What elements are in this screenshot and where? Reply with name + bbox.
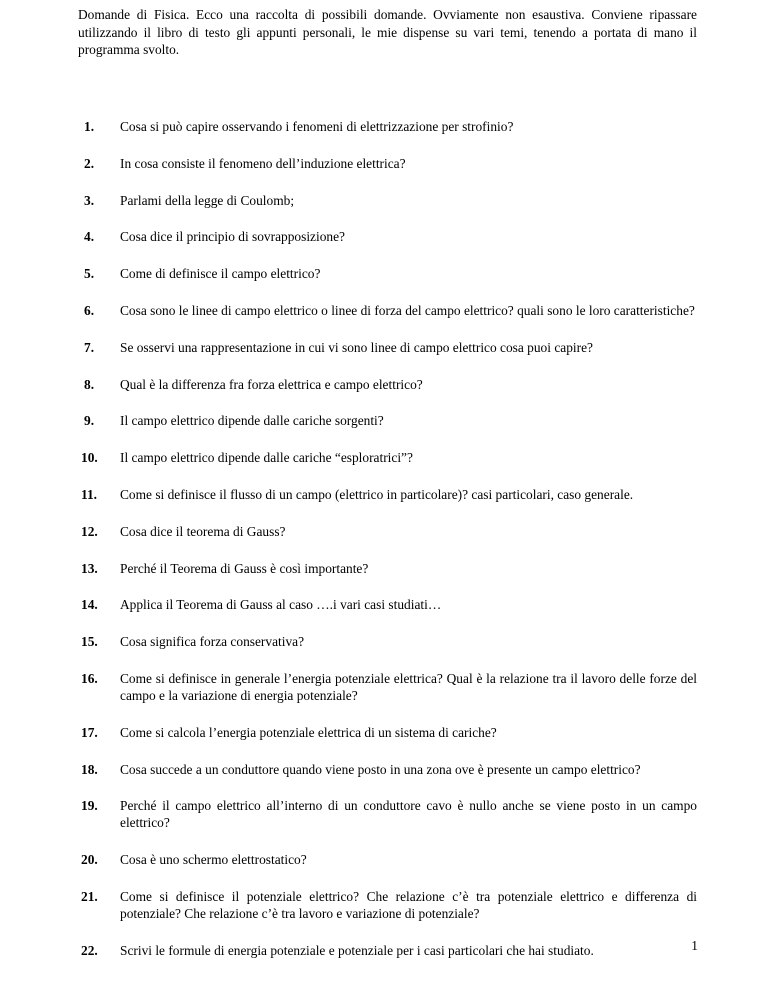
question-text: Perché il campo elettrico all’interno di un conduttore cavo è nullo anche se viene posto in un campo elettrico?: [120, 798, 697, 831]
question-item: [81, 560, 697, 577]
question-text: Cosa si può capire osservando i fenomeni di elettrizzazione per strofinio?: [120, 119, 514, 134]
question-number: 17.: [81, 724, 98, 740]
question-text: Scrivi le formule di energia potenziale e potenziale per i casi particolari che hai studiato.: [120, 942, 594, 958]
question-text: Come si definisce in generale l’energia potenziale elettrica? Qual è la relazione tra il lavoro delle forze del campo e la variazione di energia potenziale?: [120, 670, 697, 703]
question-text: Cosa è uno schermo elettrostatico?: [120, 852, 307, 868]
question-item: [84, 339, 697, 356]
question-text: Qual è la differenza fra forza elettrica e campo elettrico?: [120, 376, 423, 392]
question-text: Perché il Teorema di Gauss è così importante?: [120, 560, 369, 576]
question-text: Se osservi una rappresentazione in cui vi sono linee di campo elettrico cosa puoi capire?: [120, 339, 593, 355]
question-text: Come si definisce il potenziale elettrico? Che relazione c’è tra potenziale elettrico e differenza di potenziale? Che relazione c’è tra lavoro e variazione di potenziale?: [120, 888, 697, 921]
question-item: [81, 851, 697, 868]
question-item: [81, 761, 697, 778]
question-number: 21.: [81, 888, 98, 904]
question-item: [84, 192, 697, 209]
question-number: 10.: [81, 450, 98, 466]
question-item: [81, 670, 697, 704]
question-number: 18.: [81, 761, 98, 777]
question-item: [81, 633, 697, 650]
question-text: Applica il Teorema di Gauss al caso ….i vari casi studiati…: [120, 597, 442, 613]
intro-paragraph: Domande di Fisica. Ecco una raccolta di possibili domande. Ovviamente non esaustiva. Conviene ripassare utilizzando il libro di testo gli appunti personali, le mie dispense su vari temi, tenendo a portata di mano il programma svolto.: [78, 7, 697, 57]
question-item: [84, 155, 697, 172]
question-text: Come si definisce il flusso di un campo (elettrico in particolare)? casi particolari, caso generale.: [120, 486, 634, 502]
question-number: 8.: [84, 376, 95, 392]
question-number: 22.: [81, 942, 98, 958]
question-text: Cosa succede a un conduttore quando viene posto in una zona ove è presente un campo elettrico?: [120, 761, 641, 777]
question-item: [81, 486, 697, 503]
question-number: 13.: [81, 560, 98, 576]
question-item: [84, 376, 697, 393]
question-number: 6.: [84, 302, 95, 318]
question-item: [81, 888, 697, 922]
question-number: 4.: [84, 229, 95, 245]
question-text: In cosa consiste il fenomeno dell’induzione elettrica?: [120, 155, 406, 171]
question-text: Il campo elettrico dipende dalle cariche “esploratrici”?: [120, 450, 413, 466]
question-item: [84, 265, 697, 282]
question-item: [81, 797, 697, 831]
question-item: [81, 724, 697, 741]
question-number: 20.: [81, 852, 98, 868]
question-number: 3.: [84, 192, 95, 208]
question-item: [81, 449, 697, 466]
question-text: Come di definisce il campo elettrico?: [120, 266, 321, 282]
question-text: Parlami della legge di Coulomb;: [120, 192, 295, 208]
question-number: 15.: [81, 634, 98, 650]
question-number: 12.: [81, 523, 98, 539]
question-number: 5.: [84, 266, 95, 282]
question-item: [84, 118, 697, 135]
question-number: 9.: [84, 413, 95, 429]
question-text: Cosa dice il principio di sovrapposizione?: [120, 229, 345, 245]
question-item: [84, 302, 697, 319]
question-text: Cosa significa forza conservativa?: [120, 634, 305, 650]
question-text: Cosa dice il teorema di Gauss?: [120, 523, 286, 539]
question-number: 7.: [84, 339, 95, 355]
question-number: 16.: [81, 670, 98, 686]
question-list: [81, 118, 697, 979]
question-item: [84, 412, 697, 429]
question-number: 11.: [81, 486, 97, 502]
question-item: [81, 942, 697, 959]
page-number: 1: [691, 938, 698, 953]
question-item: [84, 228, 697, 245]
question-number: 19.: [81, 798, 98, 814]
question-text: Come si calcola l’energia potenziale elettrica di un sistema di cariche?: [120, 724, 497, 740]
question-number: 2.: [84, 155, 95, 171]
question-number: 14.: [81, 597, 98, 613]
question-text: Cosa sono le linee di campo elettrico o linee di forza del campo elettrico? quali sono le loro caratteristiche?: [120, 302, 695, 318]
question-item: [81, 523, 697, 540]
question-item: [81, 596, 697, 613]
question-number: 1.: [84, 119, 95, 134]
question-text: Il campo elettrico dipende dalle cariche sorgenti?: [120, 413, 384, 429]
